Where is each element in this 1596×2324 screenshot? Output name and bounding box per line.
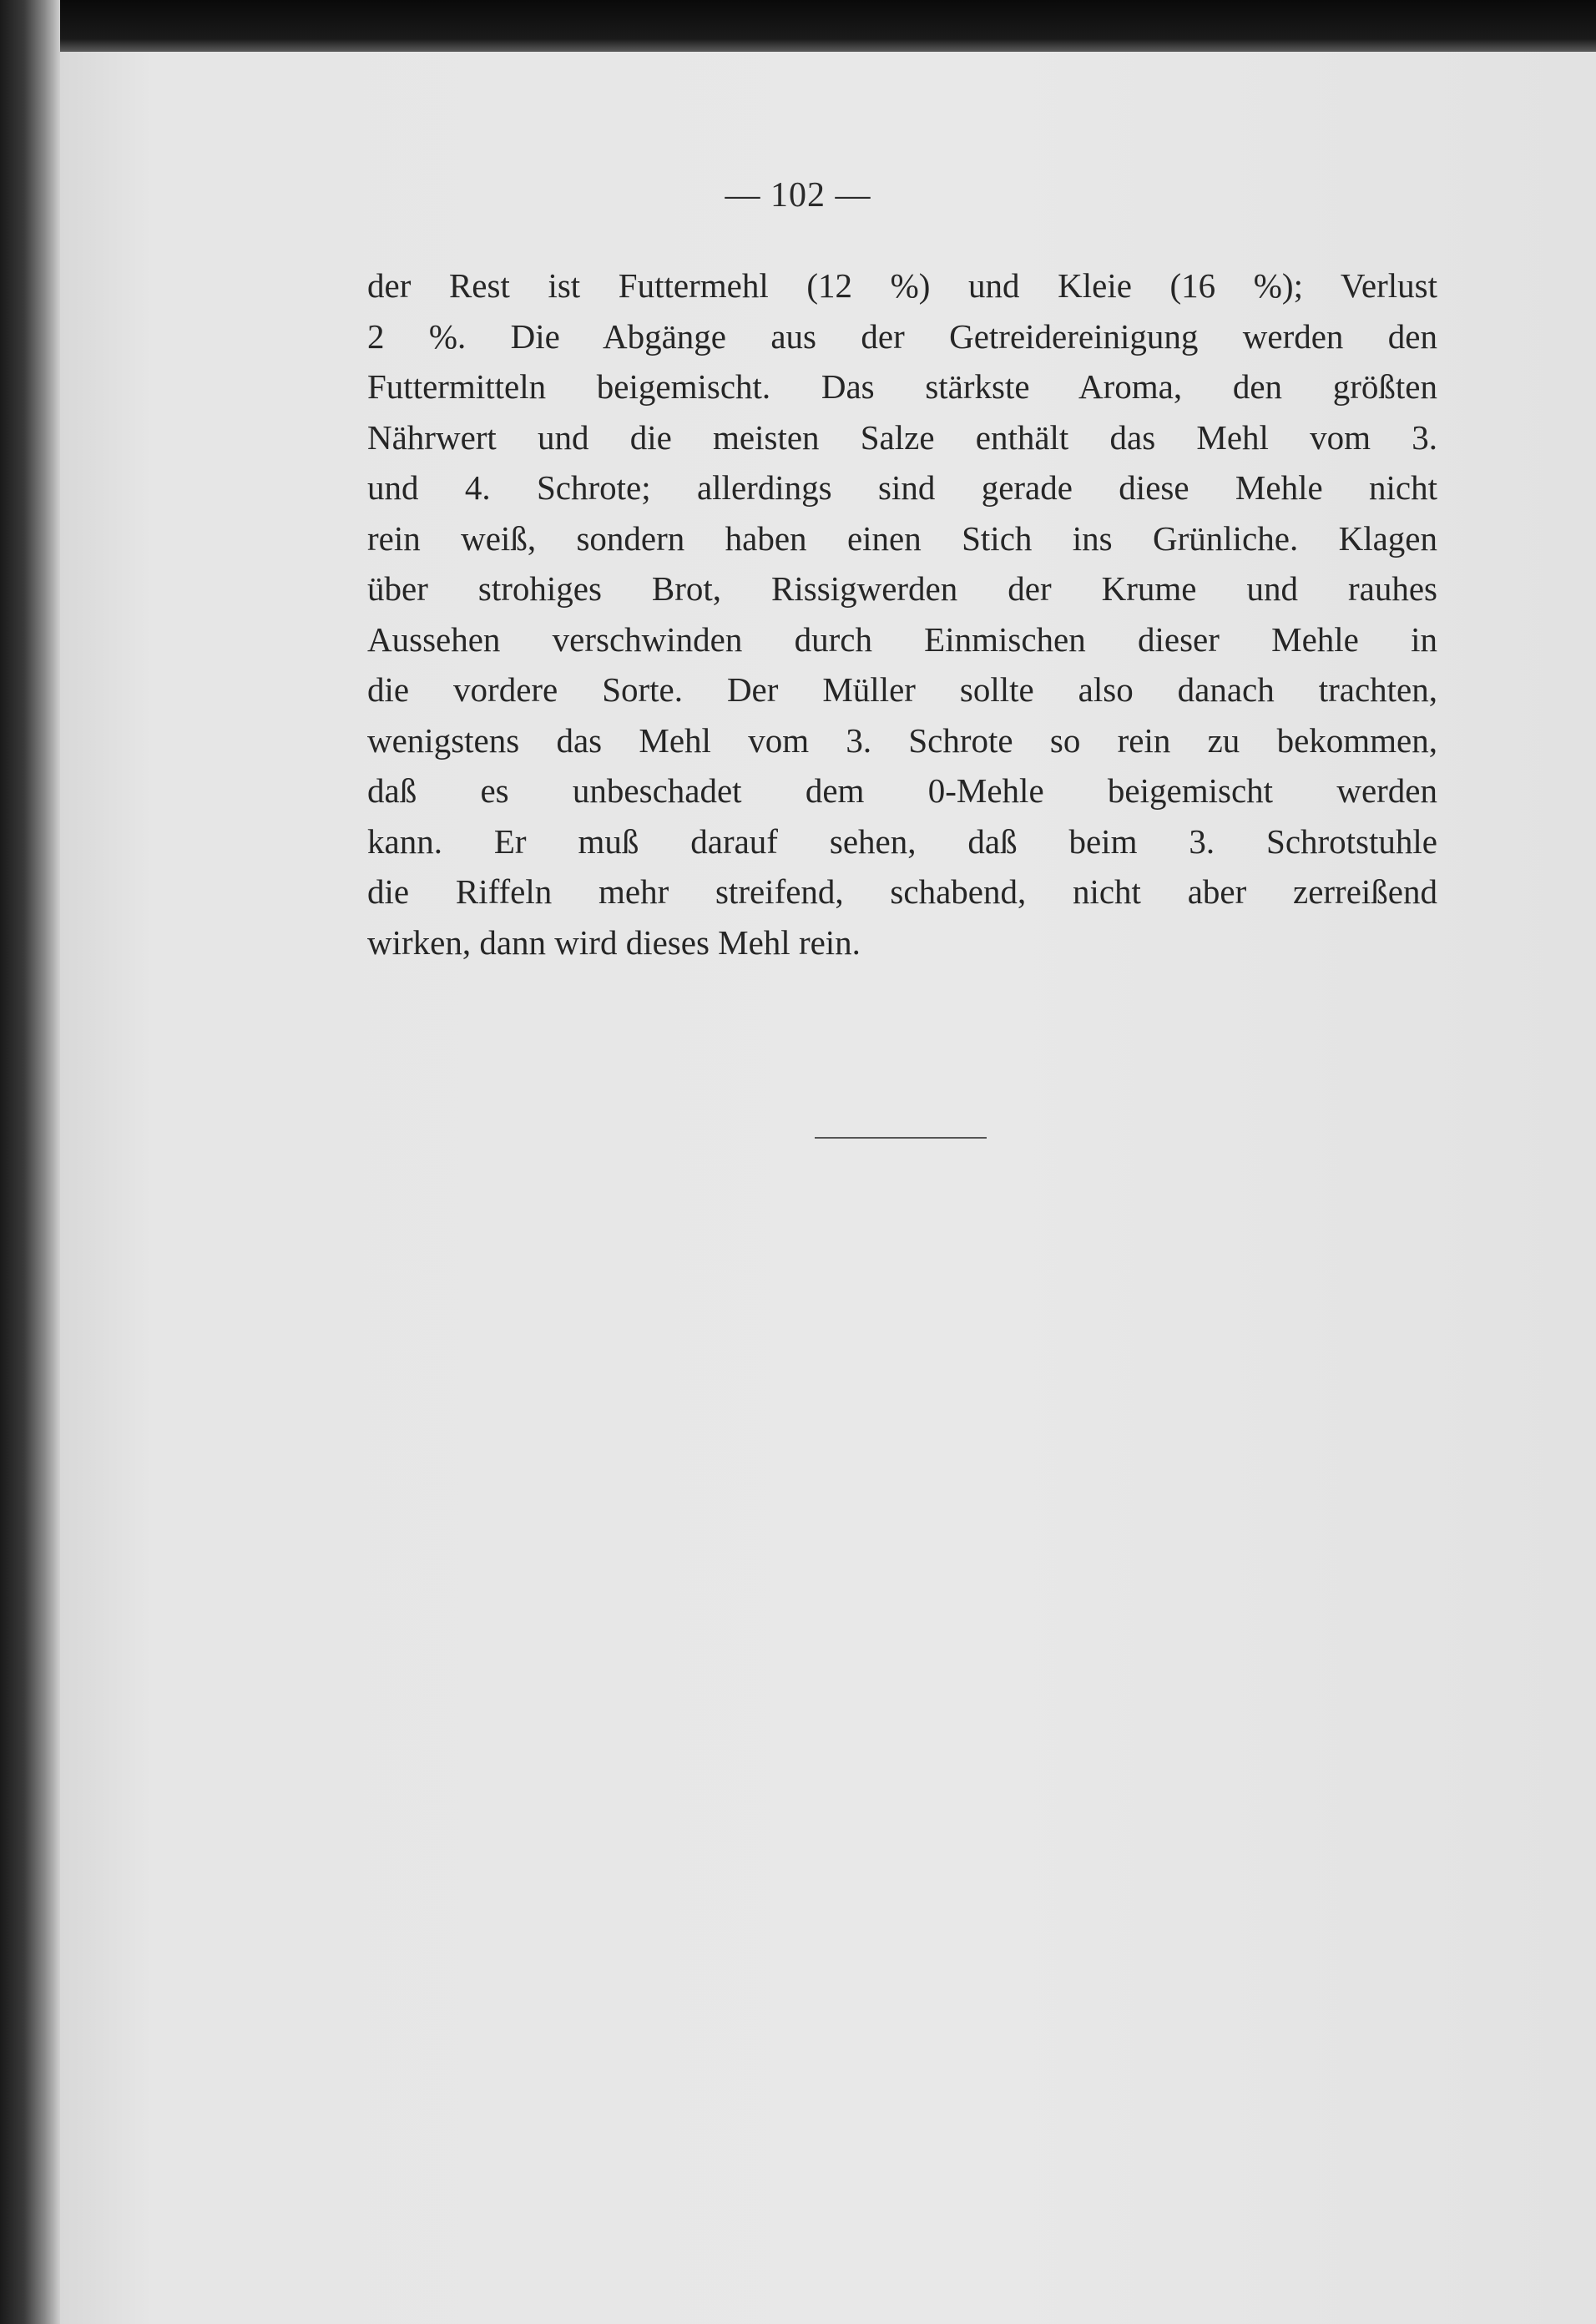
text-line: die Riffeln mehr streifend, schabend, nicht aber zerreißend [367, 872, 1437, 911]
text-line: und 4. Schrote; allerdings sind gerade diese Mehle nicht [367, 468, 1437, 507]
text-line: rein weiß, sondern haben einen Stich ins Grünliche. Klagen [367, 518, 1437, 558]
text-line: kann. Er muß darauf sehen, daß beim 3. Schrotstuhle [367, 821, 1437, 861]
text-line: wenigstens das Mehl vom 3. Schrote so rein zu bekommen, [367, 720, 1437, 760]
text-line: der Rest ist Futtermehl (12 %) und Kleie (16 %); Verlust [367, 266, 1437, 305]
text-line: daß es unbeschadet dem 0-Mehle beigemischt werden [367, 771, 1437, 810]
text-line: 2 %. Die Abgänge aus der Getreidereinigung werden den [367, 316, 1437, 356]
page-number: — 102 — [725, 176, 871, 215]
text-line: Futtermitteln beigemischt. Das stärkste Aroma, den größten [367, 367, 1437, 406]
body-paragraph [367, 260, 1437, 967]
section-end-rule [815, 1137, 987, 1139]
text-line: die vordere Sorte. Der Müller sollte also danach trachten, [367, 670, 1437, 709]
text-line: Nährwert und die meisten Salze enthält das Mehl vom 3. [367, 417, 1437, 457]
text-line: wirken, dann wird dieses Mehl rein. [367, 922, 861, 962]
book-spine-shadow [0, 0, 60, 2324]
text-line: über strohiges Brot, Rissigwerden der Krume und rauhes [367, 569, 1437, 608]
scan-top-border [0, 0, 1596, 52]
text-line: Aussehen verschwinden durch Einmischen dieser Mehle in [367, 619, 1437, 659]
